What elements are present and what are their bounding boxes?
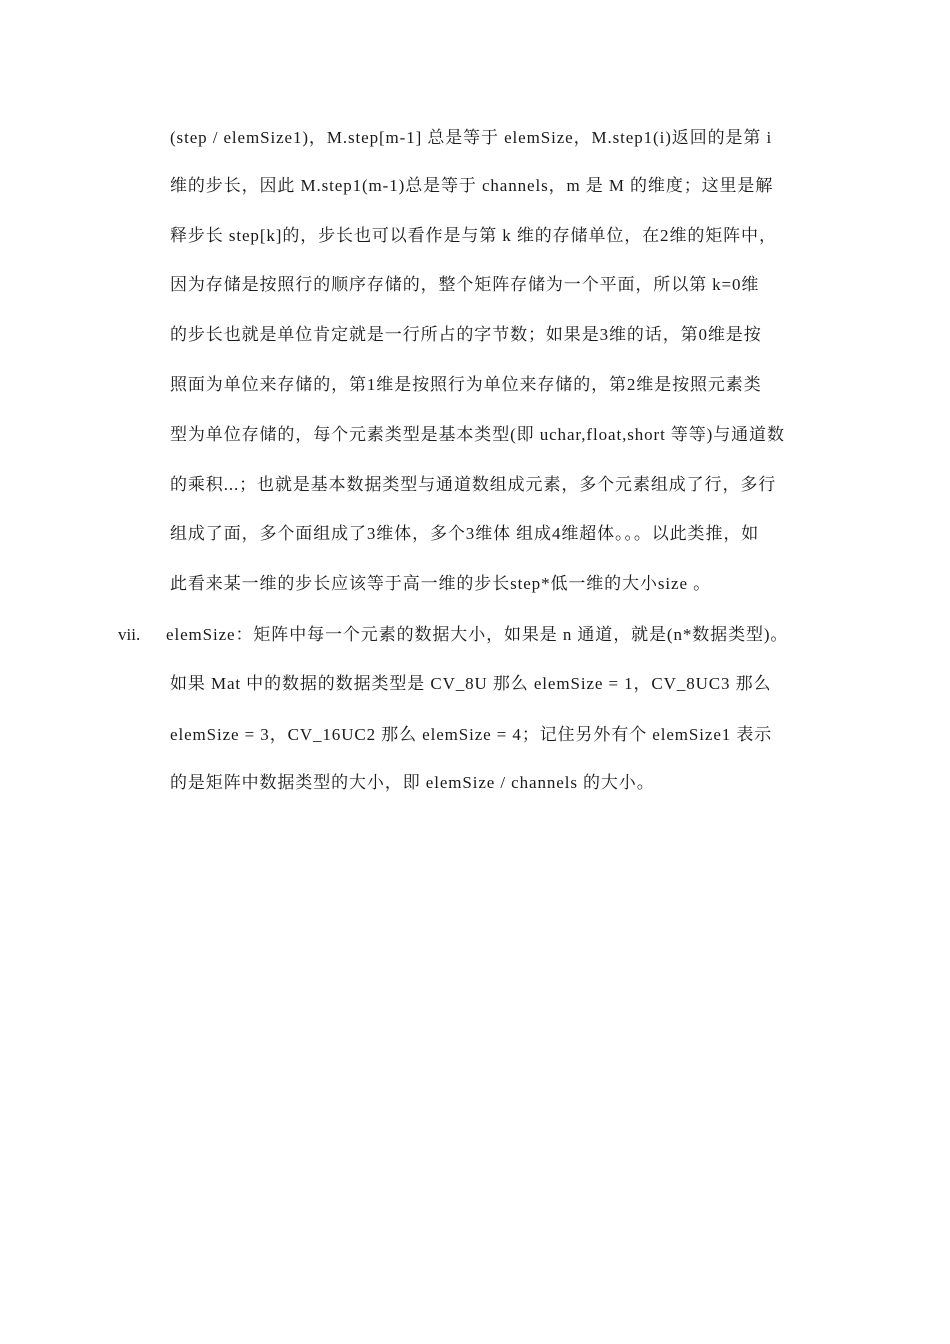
paragraph-line: 照面为单位来存储的，第1维是按照行为单位来存储的，第2维是按照元素类 [170,375,762,394]
list-item-line: 的是矩阵中数据类型的大小，即 elemSize / channels 的大小。 [170,773,655,792]
paragraph-line: 因为存储是按照行的顺序存储的，整个矩阵存储为一个平面，所以第 k=0维 [170,275,760,294]
paragraph-line: 组成了面，多个面组成了3维体，多个3维体 组成4维超体。。。以此类推，如 [170,524,760,543]
paragraph-line: 此看来某一维的步长应该等于高一维的步长step*低一维的大小size 。 [170,574,711,593]
paragraph-line: 维的步长，因此 M.step1(m-1)总是等于 channels，m 是 M 的维度；这里是解 [170,176,774,195]
list-item-line: elemSize = 3，CV_16UC2 那么 elemSize = 4；记住另外有个 elemSize1 表示 [170,725,773,744]
list-item-line: 如果 Mat 中的数据的数据类型是 CV_8U 那么 elemSize = 1，CV_8UC3 那么 [170,674,772,693]
paragraph-line: 的乘积...；也就是基本数据类型与通道数组成元素，多个元素组成了行，多行 [170,475,777,494]
list-item-line: elemSize：矩阵中每一个元素的数据大小，如果是 n 通道，就是(n*数据类型)。 [166,625,789,644]
paragraph-line: 释步长 step[k]的，步长也可以看作是与第 k 维的存储单位，在2维的矩阵中， [170,226,777,245]
list-marker-vii: vii. [118,625,141,644]
paragraph-line: 的步长也就是单位肯定就是一行所占的字节数；如果是3维的话，第0维是按 [170,325,762,344]
paragraph-line: 型为单位存储的，每个元素类型是基本类型(即 uchar,float,short 等等)与通道数 [170,425,785,444]
paragraph-line: (step / elemSize1)，M.step[m-1] 总是等于 elemSize，M.step1(i)返回的是第 i [170,128,773,147]
